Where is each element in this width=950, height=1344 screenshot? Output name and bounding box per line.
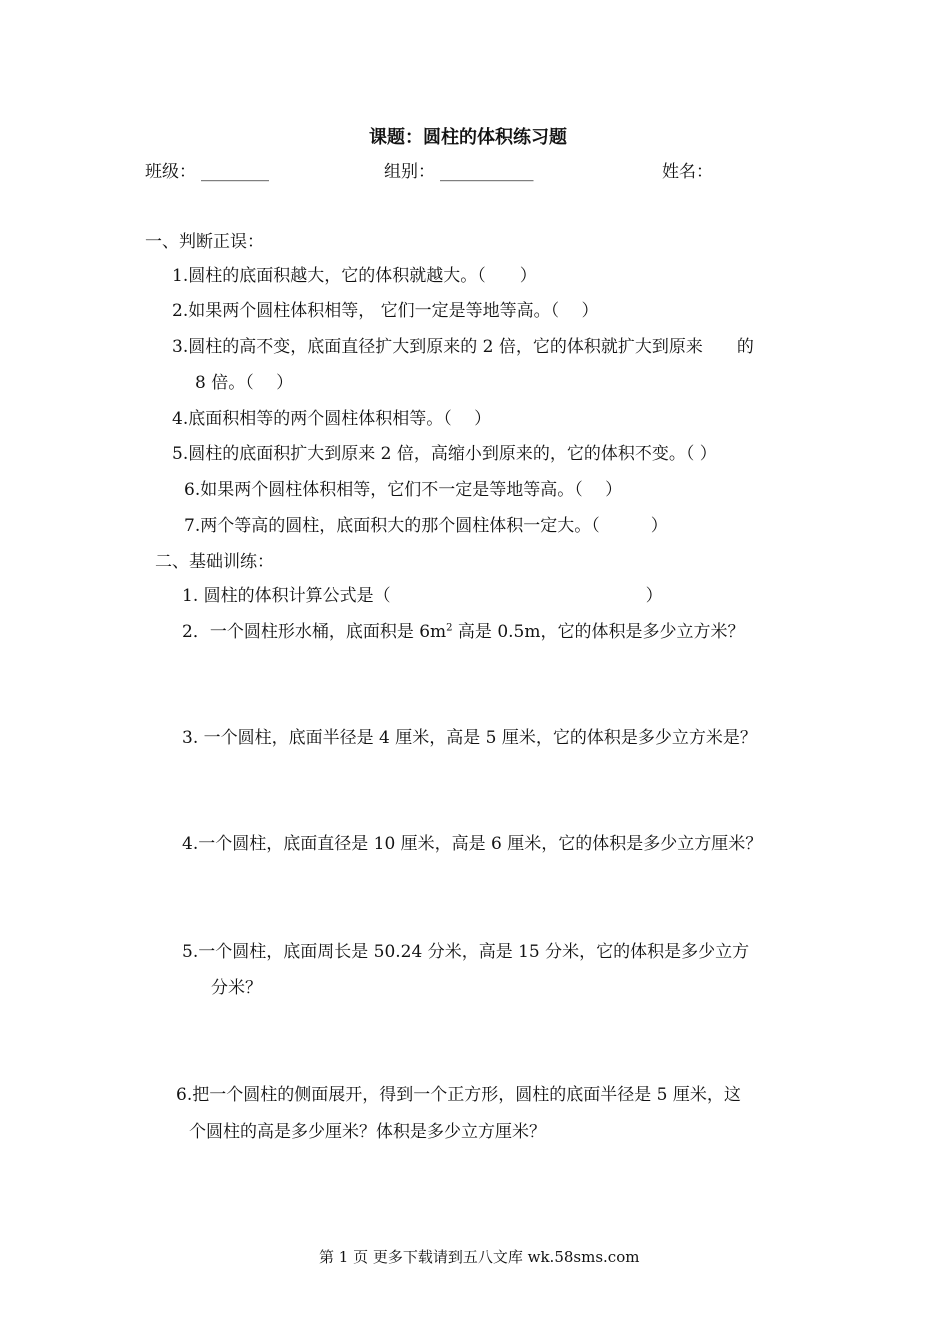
judgement-item-1: 1.圆柱的底面积越大，它的体积就越大。（ ） [172, 266, 537, 286]
judgement-item-4: 4.底面积相等的两个圆柱体积相等。（ ） [172, 409, 492, 429]
judgement-item-3: 3.圆柱的高不变，底面直径扩大到原来的 2 倍，它的体积就扩大到原来 的 [172, 337, 754, 357]
question-6-line-1: 6.把一个圆柱的侧面展开，得到一个正方形，圆柱的底面半径是 5 厘米，这 [176, 1085, 741, 1105]
class-label: 班级： [145, 162, 196, 182]
question-3: 3. 一个圆柱，底面半径是 4 厘米，高是 5 厘米，它的体积是多少立方米是？ [182, 728, 757, 748]
question-1: 1. 圆柱的体积计算公式是（ ） [182, 586, 663, 606]
group-blank: ___________ [440, 162, 534, 182]
section2-heading: 二、基础训练： [155, 552, 274, 572]
question-4: 4.一个圆柱，底面直径是 10 厘米，高是 6 厘米，它的体积是多少立方厘米？ [182, 834, 763, 854]
question-2 [182, 620, 745, 644]
page-footer: 第 1 页 更多下载请到五八文库 wk.58sms.com [319, 1248, 640, 1266]
judgement-item-6: 6.如果两个圆柱体积相等，它们不一定是等地等高。（ ） [184, 480, 623, 500]
section1-heading: 一、判断正误： [145, 232, 264, 252]
question-2-text-b: 高是 0.5m，它的体积是多少立方米？ [452, 622, 745, 642]
question-2-text-a: 2．一个圆柱形水桶，底面积是 6m [182, 622, 447, 642]
judgement-item-5: 5.圆柱的底面积扩大到原来 2 倍，高缩小到原来的，它的体积不变。（ ） [172, 444, 717, 464]
question-2-superscript: 2 [446, 622, 453, 634]
class-blank: ________ [201, 162, 269, 182]
name-label: 姓名： [662, 162, 713, 182]
question-6-line-2: 个圆柱的高是多少厘米？体积是多少立方厘米？ [189, 1122, 546, 1142]
page-title: 课题：圆柱的体积练习题 [369, 127, 567, 148]
judgement-item-2: 2.如果两个圆柱体积相等， 它们一定是等地等高。（ ） [172, 301, 599, 321]
judgement-item-3-cont: 8 倍。（ ） [195, 373, 294, 393]
judgement-item-7: 7.两个等高的圆柱，底面积大的那个圆柱体积一定大。（ ） [184, 516, 668, 536]
question-5-line-2: 分米？ [211, 978, 262, 998]
question-5-line-1: 5.一个圆柱，底面周长是 50.24 分米，高是 15 分米，它的体积是多少立方 [182, 942, 750, 962]
group-label: 组别： [384, 162, 435, 182]
